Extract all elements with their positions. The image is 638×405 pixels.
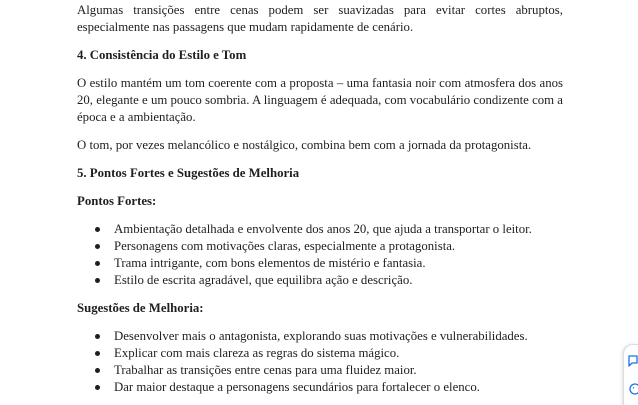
list-item-text: Trabalhar as transições entre cenas para uma fluidez maior. (114, 363, 417, 377)
paragraph-transitions: Algumas transições entre cenas podem ser suavizadas para evitar cortes abruptos, especialmente nas passagens que mudam rapidamente de cenário. (77, 3, 563, 34)
bullet-icon (95, 227, 100, 232)
section-heading-strengths-suggestions: 5. Pontos Fortes e Sugestões de Melhoria (77, 166, 300, 180)
floating-side-toolbar (623, 344, 638, 405)
strengths-heading: Pontos Fortes: (77, 194, 157, 208)
list-item-text: Trama intrigante, com bons elementos de mistério e fantasia. (114, 256, 426, 270)
bullet-icon (95, 244, 100, 249)
list-item-text: Dar maior destaque a personagens secundários para fortalecer o elenco. (114, 380, 480, 394)
section-heading-style: 4. Consistência do Estilo e Tom (77, 48, 247, 62)
list-item (77, 238, 563, 255)
document-body (77, 2, 563, 405)
list-item-text: Desenvolver mais o antagonista, explorando suas motivações e vulnerabilidades. (114, 329, 528, 343)
bullet-icon (95, 334, 100, 339)
list-item (77, 379, 563, 396)
list-item (77, 328, 563, 345)
list-item-text: Estilo de escrita agradável, que equilibra ação e descrição. (114, 273, 413, 287)
list-item (77, 221, 563, 238)
bullet-icon (95, 261, 100, 266)
suggestions-heading: Sugestões de Melhoria: (77, 301, 204, 315)
list-item (77, 362, 563, 379)
strengths-list (77, 221, 563, 289)
paragraph-style: O estilo mantém um tom coerente com a proposta – uma fantasia noir com atmosfera dos anos 20, elegante e um pouco sombria. A linguagem é adequada, com vocabulário condizente com a época e a ambientação. (77, 76, 563, 124)
list-item (77, 345, 563, 362)
bullet-icon (95, 385, 100, 390)
list-item-text: Personagens com motivações claras, especialmente a protagonista. (114, 239, 456, 253)
bullet-icon (95, 351, 100, 356)
emoji-icon[interactable] (628, 383, 638, 393)
list-item (77, 255, 563, 272)
list-item (77, 272, 563, 289)
bullet-icon (95, 278, 100, 283)
add-comment-icon[interactable] (628, 355, 638, 365)
paragraph-tone: O tom, por vezes melancólico e nostálgico, combina bem com a jornada da protagonista. (77, 138, 532, 152)
suggestions-list (77, 328, 563, 396)
bullet-icon (95, 368, 100, 373)
list-item-text: Ambientação detalhada e envolvente dos anos 20, que ajuda a transportar o leitor. (114, 222, 532, 236)
list-item-text: Explicar com mais clareza as regras do sistema mágico. (114, 346, 400, 360)
